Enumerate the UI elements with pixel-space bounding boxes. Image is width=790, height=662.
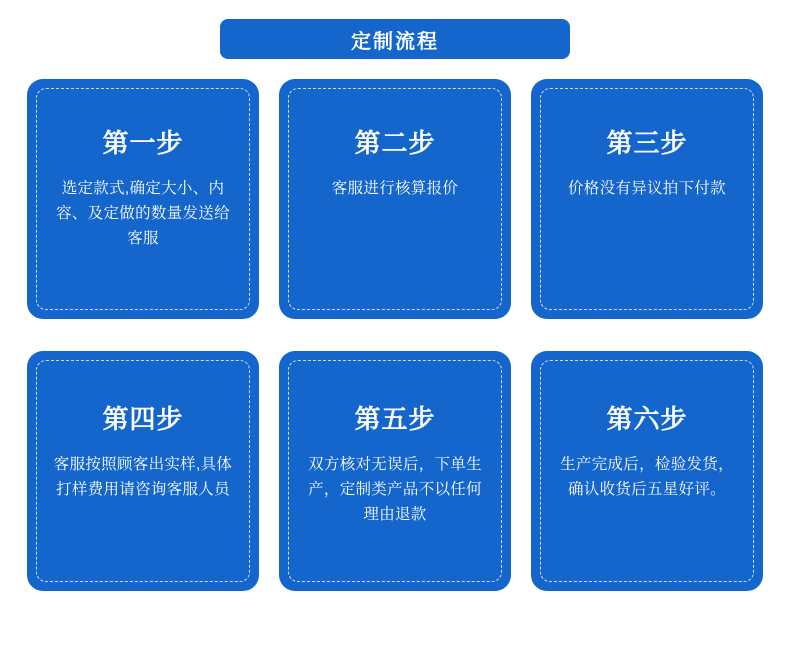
- step-card-3-description: 价格没有异议拍下付款: [567, 180, 726, 197]
- step-card-4: [27, 351, 259, 591]
- step-card-4-title: 第四步: [102, 404, 184, 434]
- step-card-4-inner: [36, 360, 250, 582]
- step-card-5-title: 第五步: [354, 404, 436, 434]
- step-card-1-inner: [36, 88, 250, 310]
- step-card-1: [27, 79, 259, 319]
- step-card-2-inner: [288, 88, 502, 310]
- step-card-2-title: 第二步: [354, 128, 436, 158]
- page-title: 定制流程: [220, 19, 570, 59]
- step-card-2-description: 客服进行核算报价: [331, 180, 459, 197]
- step-card-5-inner: [288, 360, 502, 582]
- step-card-3: [531, 79, 763, 319]
- step-card-5: [279, 351, 511, 591]
- step-card-6-description: 生产完成后，检验发货，确认收货后五星好评。: [560, 456, 734, 499]
- step-card-6-title: 第六步: [606, 404, 688, 434]
- step-card-2: [279, 79, 511, 319]
- step-card-3-title: 第三步: [606, 128, 688, 158]
- step-card-6: [531, 351, 763, 591]
- step-card-5-description: 双方核对无误后，下单生产，定制类产品不以任何理由退款: [308, 456, 482, 524]
- step-card-1-title: 第一步: [102, 128, 184, 158]
- steps-grid: [0, 79, 790, 591]
- step-card-3-inner: [540, 88, 754, 310]
- step-card-4-description: 客服按照顾客出实样,具体打样费用请咨询客服人员: [53, 456, 233, 499]
- title-banner: [0, 0, 790, 59]
- step-card-1-description: 选定款式,确定大小、内容、及定做的数量发送给客服: [56, 180, 230, 248]
- step-card-6-inner: [540, 360, 754, 582]
